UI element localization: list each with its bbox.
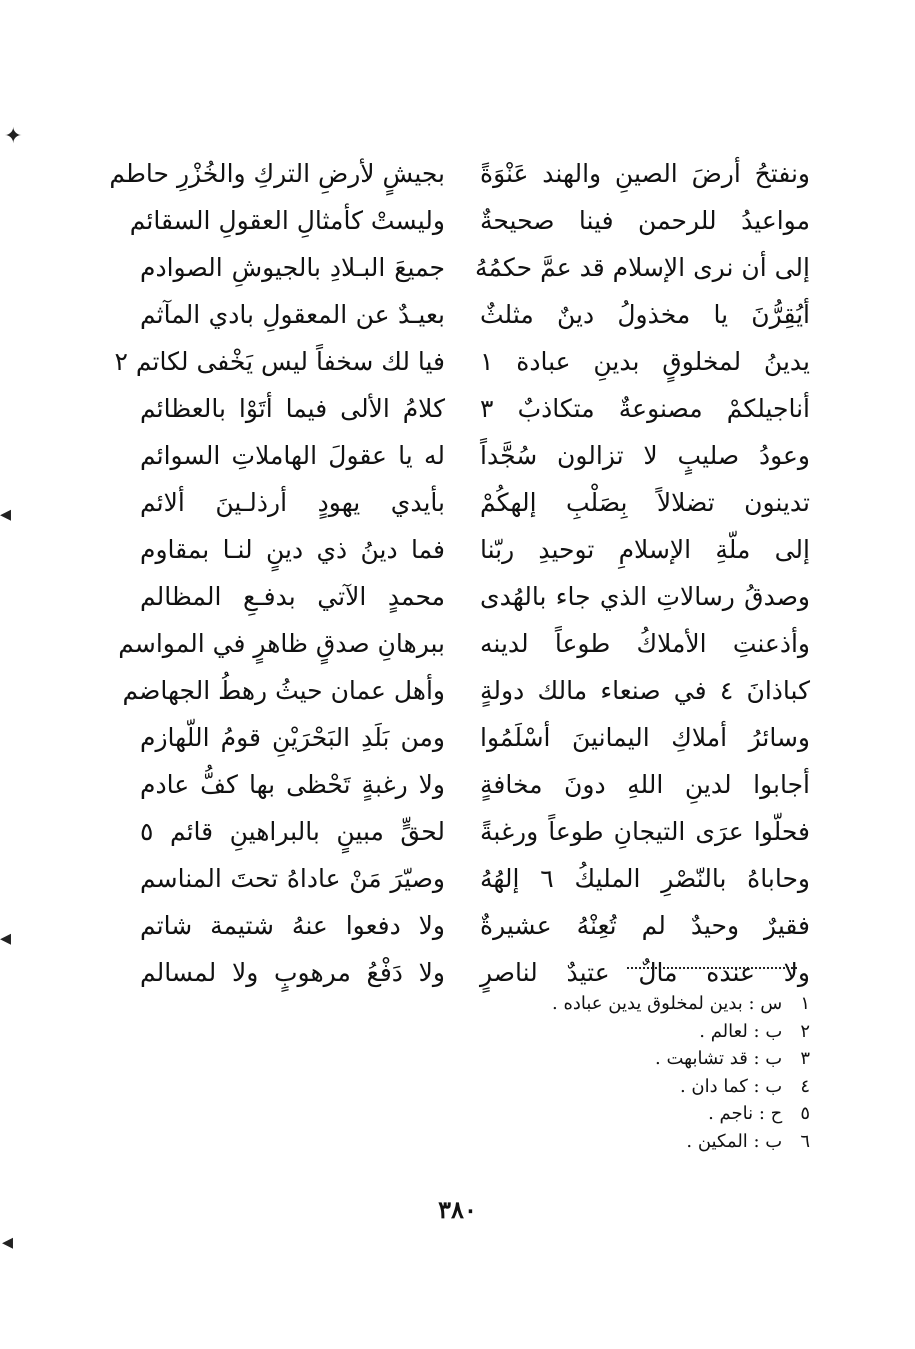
footnote-item: [420, 1100, 810, 1128]
footnote-item: [420, 1073, 810, 1101]
footnote-item: [420, 1128, 810, 1156]
verse-line: [140, 949, 810, 996]
footnote-text: ب : قد تشابهت .: [655, 1048, 783, 1069]
second-hemistich: فيا لك سخفاً ليس يَخْفى لكاتم ٢: [114, 347, 445, 376]
second-hemistich: له يا عقولَ الهاملاتِ السوائم: [140, 441, 445, 470]
verse-line: [140, 432, 810, 479]
verse-line: [140, 902, 810, 949]
second-hemistich: محمدٍ الآتي بدفـعِ المظالم: [140, 582, 445, 611]
second-hemistich: كلامُ الألى فيما أتَوْا بالعظائم: [140, 394, 445, 423]
second-hemistich: ومن بَلَدِ البَحْرَيْنِ قومُ اللّهازم: [140, 723, 445, 752]
verse-line: [140, 244, 810, 291]
first-hemistich: وسائرُ أملاكِ اليمانينَ أسْلَمُوا: [480, 723, 810, 752]
verse-line: [140, 385, 810, 432]
second-hemistich: ببرهانِ صدقٍ ظاهرٍ في المواسم: [118, 629, 445, 658]
verse-line: [114, 338, 810, 385]
footnotes: [420, 990, 810, 1155]
verse-line: [118, 620, 810, 667]
first-hemistich: مواعيدُ للرحمن فينا صحيحةٌ: [480, 206, 810, 235]
first-hemistich: إلى ملّةِ الإسلامِ توحيدِ ربّنا: [480, 535, 810, 564]
second-hemistich: جميعَ البـلادِ بالجيوشِ الصوادم: [140, 253, 445, 282]
first-hemistich: أناجيلكمْ مصنوعةٌ متكاذبٌ ٣: [480, 394, 810, 423]
footnote-text: س : بدين لمخلوق يدين عباده .: [552, 993, 783, 1014]
second-hemistich: بأيدي يهودٍ أرذلـينَ ألائم: [140, 488, 445, 517]
binding-mark-icon: ◂: [0, 926, 12, 951]
binding-mark-icon: ◂: [0, 502, 12, 527]
binding-mark-icon: ◂: [2, 1230, 14, 1255]
second-hemistich: بعيـدٌ عن المعقولِ بادي المآثم: [140, 300, 445, 329]
verse-line: [129, 197, 810, 244]
first-hemistich: فقيرٌ وحيدٌ لم تُعِنْهُ عشيرةٌ: [480, 911, 810, 940]
second-hemistich: وليستْ كأمثالِ العقولِ السقائم: [129, 206, 445, 235]
second-hemistich: وصيّرَ مَنْ عاداهُ تحتَ المناسم: [140, 864, 445, 893]
first-hemistich: أجابوا لدينِ اللهِ دونَ مخافةٍ: [480, 770, 810, 799]
second-hemistich: ولا دَفْعُ مرهوبٍ ولا لمسالم: [140, 958, 445, 987]
first-hemistich: يدينُ لمخلوقٍ بدينِ عبادة ١: [480, 347, 810, 376]
footnote-number: ٤: [800, 1075, 810, 1097]
second-hemistich: ولا دفعوا عنهُ شتيمة شاتم: [140, 911, 445, 940]
first-hemistich: وصدقُ رسالاتِ الذي جاء بالهُدى: [480, 582, 810, 611]
page-number: ٣٨٠: [438, 1195, 477, 1224]
verse-line: [109, 150, 810, 197]
footnote-number: ٢: [800, 1020, 810, 1042]
footnote-text: ب : المكين .: [686, 1130, 783, 1152]
second-hemistich: فما دينُ ذي دينٍ لنـا بمقاوم: [140, 535, 445, 564]
second-hemistich: بجيشٍ لأرضِ التركِ والخُزْرِ حاطم: [109, 159, 445, 188]
footnote-text: ح : ناجم .: [708, 1103, 783, 1124]
first-hemistich: فحلّوا عرَى التيجانِ طوعاً ورغبةً: [480, 817, 810, 846]
first-hemistich: أيُقِرُّنَ يا مخذولُ دينٌ مثلثٌ: [480, 300, 810, 329]
first-hemistich: وعودُ صليبٍ لا تزالون سُجَّداً: [480, 441, 810, 470]
verse-line: [140, 526, 810, 573]
verse-line: [140, 855, 810, 902]
first-hemistich: إلى أن نرى الإسلام قد عمَّ حكمُهُ: [475, 253, 810, 282]
second-hemistich: لحقٍّ مبينٍ بالبراهينِ قائم ٥: [140, 817, 445, 846]
first-hemistich: ولا عنده مالٌ عتيدٌ لناصرٍ: [480, 958, 810, 987]
footnote-text: ب : لعالم .: [699, 1020, 783, 1042]
first-hemistich: وأذعنتِ الأملاكُ طوعاً لدينه: [480, 629, 810, 658]
verse-line: [140, 714, 810, 761]
second-hemistich: ولا رغبةٍ تَحْظى بها كفُّ عادم: [140, 770, 445, 799]
verse-line: [140, 761, 810, 808]
binding-mark-icon: ✦: [4, 124, 23, 149]
verse-line: [122, 667, 810, 714]
verse-line: [140, 573, 810, 620]
first-hemistich: ونفتحُ أرضَ الصينِ والهند عَنْوَةً: [480, 159, 810, 188]
footnote-number: ٣: [800, 1048, 810, 1069]
footnote-item: [420, 1045, 810, 1073]
footnote-number: ٦: [800, 1130, 810, 1152]
first-hemistich: كباذانَ ٤ في صنعاء مالك دولةٍ: [480, 676, 810, 705]
second-hemistich: وأهل عمان حيثُ رهطُ الجهاضم: [122, 676, 445, 705]
first-hemistich: تدينون تضلالاً بِصَلْبِ إلهكُمْ: [480, 488, 810, 517]
first-hemistich: وحاباهُ بالنّصْرِ المليكُ ٦ إلهُهُ: [480, 864, 810, 893]
footnote-item: [420, 990, 810, 1018]
footnote-item: [420, 1018, 810, 1046]
footnote-text: ب : كما دان .: [679, 1075, 783, 1097]
verse-line: [140, 808, 810, 855]
footnote-number: ١: [800, 993, 810, 1014]
footnote-separator: [627, 967, 797, 969]
footnote-number: ٥: [800, 1103, 810, 1124]
poem-body: [109, 150, 810, 996]
verse-line: [140, 479, 810, 526]
verse-line: [140, 291, 810, 338]
